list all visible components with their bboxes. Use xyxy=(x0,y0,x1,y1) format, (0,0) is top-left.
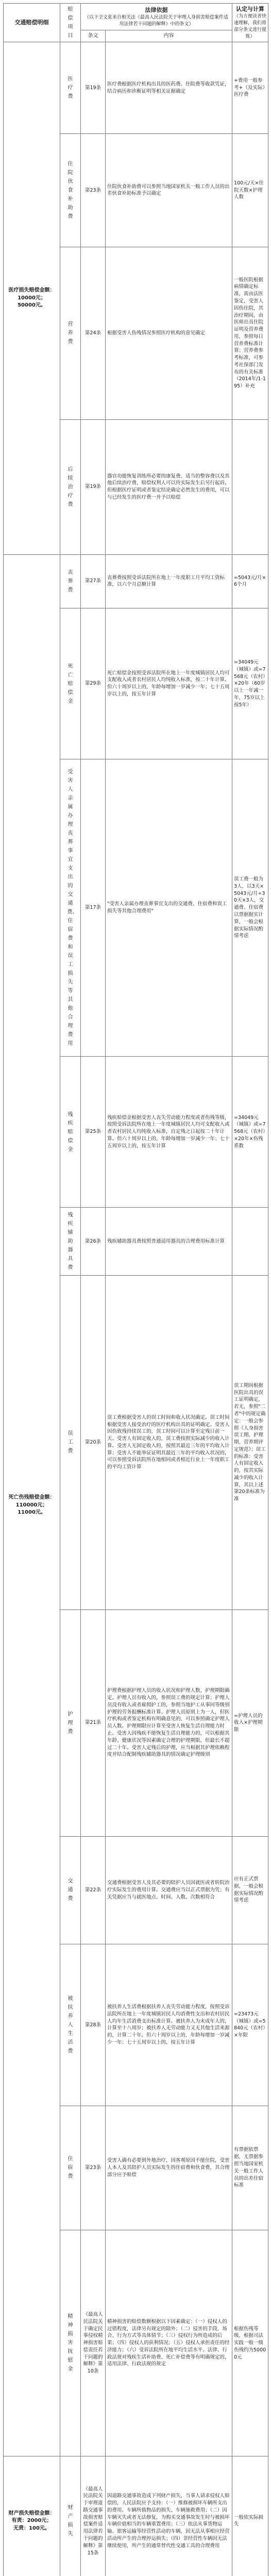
article-cell: 第19条 xyxy=(81,419,106,554)
item-name: 住宿费 xyxy=(67,2156,73,2180)
content-cell: 受害人确有必要到外地治疗，因客观原因不能住院，受害人本人及其陪护人员实际发生的住宿费和伙食费，其合理部分应予赔偿 xyxy=(106,2106,232,2230)
compensation-table xyxy=(3,3,268,2576)
standard-cell xyxy=(232,1208,268,1276)
article-cell: 第22条 xyxy=(81,1836,106,1944)
item-name-cell xyxy=(60,608,81,759)
content-cell: "受害人亲属办理丧葬事宜支出的交通费、住宿费和误工损失等其他合理费用" xyxy=(106,759,232,1057)
item-name-cell xyxy=(60,2456,81,2576)
item-name: 被扶养人生活费 xyxy=(67,1995,73,2054)
standard-cell: 误工期间根据医院出具的误工证明确定，若无，参照"二者"中的规定确定：一般会参照《人身损害误工期、护理期、营养期评定规范》；误工的标准：受害人有固定收入的，按其实际减少的收入计算，其以上述第20条标准为准 xyxy=(232,1275,268,1609)
compensation-table-document xyxy=(3,3,268,2576)
standard-cell: =34049元（城镇）或=7568元（农村）×20年×伤残系数 xyxy=(232,1057,268,1208)
group-label: 医疗损失赔偿金额： xyxy=(8,287,55,294)
standard-cell: =23473元（城镇）或=5840元（农村）×年限 xyxy=(232,1944,268,2106)
item-name-cell xyxy=(60,1609,81,1836)
article-cell: 第27条 xyxy=(81,554,106,608)
content-cell: 丧葬费按照受诉法院所在地上一年度职工月平均工资标准，以六个月总额计算 xyxy=(106,554,232,608)
article-cell: 第26条 xyxy=(81,1208,106,1276)
table-row xyxy=(4,2456,268,2576)
item-name-cell xyxy=(60,1944,81,2106)
standard-cell: 有票据依票据，无票据参照当地国家机关一般工作人员的出差住宿标准 xyxy=(232,2106,268,2230)
group-amount-a: 110000元； xyxy=(15,1502,48,1508)
item-name: 营养费 xyxy=(67,321,73,345)
group-label: 财产损失赔偿金额： xyxy=(8,2510,55,2516)
article-cell: 第28条 xyxy=(81,1944,106,2106)
item-name-cell xyxy=(60,759,81,1057)
standard-cell: 误工费一般为3人，以3天×5043元/月÷30天×3人，交通费、住宿费以票据据实计算，一般会根据实际情况酌情考虑 xyxy=(232,759,268,1057)
item-name-cell xyxy=(60,1057,81,1208)
item-name: 后续治疗费 xyxy=(67,466,73,507)
item-name: 交通费 xyxy=(67,1878,73,1902)
content-cell: 残疾赔偿金根据受害人丧失劳动能力程度或者伤残等级，按照受诉法院所在地上一年度城镇居民人均可支配收入或者农村居民人均纯收入标准，自定残之日起按二十年计算。但六十周岁以上的，年龄每增加一岁减少一年；七十五周岁以上的，按五年计算 xyxy=(106,1057,232,1208)
item-name-cell xyxy=(60,1275,81,1609)
header-basis-title: 法律依据 xyxy=(145,6,168,13)
content-cell: 残疾辅助器具费按照普通适用器具的合理费用标准计算 xyxy=(106,1208,232,1276)
content-cell: 护理费根据护理人员的收入状况和护理人数、护理期限确定。护理人员有收入的，参照误工费的规定计算；护理人员没有收入或者雇佣护工的，参照当地护工从事同等级别护理的劳务报酬标准计算。护理人员原则上为一人，但医疗机构或者鉴定机构有明确意见的，可以参照确定护理人员人数。护理期限应计算至受害人恢复生活自理能力时止。受害人因残疾不能恢复生活自理能力的，可以根据其年龄、健康状况等因素确定合理的护理期限，但最长不超过二十年。受害人定残后的护理，应当根据其护理依赖程度并结合配制残疾辅助器具的情况确定护理级别 xyxy=(106,1609,232,1836)
item-name-cell xyxy=(60,419,81,554)
item-name-cell xyxy=(60,1208,81,1276)
content-cell: 住院伙食补助费可以参照当地国家机关一般工作人员的出差伙食补助标准予以确定 xyxy=(106,134,232,247)
article-cell: 《最高人民法院关于确定民事侵权精神损害赔偿责任若干问题的解释》第10条 xyxy=(81,2230,106,2456)
standard-cell: 一般依实际损失 xyxy=(232,2456,268,2576)
item-name: 丧葬费 xyxy=(67,569,73,593)
item-name-cell xyxy=(60,42,81,134)
item-name-cell xyxy=(60,247,81,419)
group-label-cell xyxy=(4,2456,60,2576)
group-amount-a: 10000元； xyxy=(18,295,46,301)
item-name: 医疗费 xyxy=(67,76,73,100)
group-amount-a: 有责：2000元； xyxy=(11,2518,52,2524)
item-name-cell xyxy=(60,2230,81,2456)
header-content: 内容 xyxy=(106,30,232,42)
item-name: 住院伙食补助费 xyxy=(67,161,73,219)
item-name-cell xyxy=(60,2106,81,2230)
standard-cell: 应有正式票据，一般会根据实际情况酌情考虑 xyxy=(232,1836,268,1944)
content-cell: 精神损害的赔偿数额根据以下因素确定：（一）侵权人的过错程度，法律另有规定的除外；（二）侵害的手段、场合、行为方式等具体情节；（三）侵权行为所造成的后果；（四）侵权人的获利情况；（五）侵权人承担责任的经济能力；（六）受诉法院所在地平均生活水平。法律、行政法规对残疾生活补助费、死亡补偿费等有明确规定的，适用法律、行政法规的规定 xyxy=(106,2230,232,2456)
standard-cell: =5043元/月×6个月 xyxy=(232,554,268,608)
article-cell: 第24条 xyxy=(81,247,106,419)
standard-cell: +费用一般参考+（及实际）医疗费 xyxy=(232,42,268,134)
group-label-cell xyxy=(4,42,60,554)
item-name: 死亡赔偿金 xyxy=(67,663,73,704)
article-cell: 第19条 xyxy=(81,42,106,134)
item-name: 误工费 xyxy=(67,1431,73,1454)
item-name: 受害人亲属办理丧葬事宜支出的交通费、住宿费和误工损失等其他合理费用 xyxy=(67,769,78,1047)
item-name: 残疾赔偿金 xyxy=(67,1111,73,1153)
content-cell: 死亡赔偿金按照受诉法院所在地上一年度城镇居民人均可支配收入或者农村居民人均纯收入标准，按二十年计算。但六十周岁以上的，年龄每增加一岁减少一年；七十五周岁以上的，按五年计算 xyxy=(106,608,232,759)
item-name-cell xyxy=(60,554,81,608)
table-row xyxy=(4,42,268,134)
content-cell: 器官功能恢复训练所必要的康复费、适当的整容费以及其他后续治疗费，赔偿权利人可以待实际发生后另行起诉。但根据医疗证明或者鉴定结论确定必然发生的费用，可以与已经发生的医疗费一并予以赔偿 xyxy=(106,419,232,554)
item-name-cell xyxy=(60,134,81,247)
header-standard-note: （为方便读者快速理解，我们将部分条文进行提炼） xyxy=(234,13,267,40)
group-amount-b: 无责：100元。 xyxy=(13,2525,50,2531)
standard-cell: =护理人员的收入×护理期限 xyxy=(232,1609,268,1836)
article-cell: 第29条 xyxy=(81,608,106,759)
group-amount-b: 50000元。 xyxy=(18,302,46,309)
article-cell: 第20条 xyxy=(81,1275,106,1609)
standard-cell: 100元/天×住院天数×护理人数 xyxy=(232,134,268,247)
content-cell: 根据受害人伤残情况参照医疗机构的意见确定 xyxy=(106,247,232,419)
content-cell: 被扶养人生活费根据扶养人丧失劳动能力程度，按照受诉法院所在地上一年度城镇居民人均消费性支出和农村居民人均年生活消费支出标准计算。被扶养人为未成年人的，计算至十八周岁；被扶养人无劳动能力又无其他生活来源的，计算二十年。但六十周岁以上的，年龄每增加一岁减少一年；七十五周岁以上的，按五年计算 xyxy=(106,1944,232,2106)
item-name: 残疾辅助器具费 xyxy=(67,1212,73,1271)
header-basis-note: （以下全文张来自相关法《最高人民法院关于审理人身损害赔偿案件适用法律若干问题的解释》中的条文） xyxy=(84,14,229,27)
item-name: 护理费 xyxy=(67,1711,73,1735)
content-cell: 交通费根据受害人及其必要的陪护人员因就医或者转院治疗实际发生的费用计算。交通费应当以正式票据为凭；有关凭据应当与就医地点、时间、人数、次数相符合 xyxy=(106,1836,232,1944)
article-cell: 第25条 xyxy=(81,1057,106,1208)
content-cell: 误工费根据受害人的误工时间和收入状况确定。误工时间根据受害人接受治疗的医疗机构出具的证明确定。受害人因伤致残持续误工的，误工时间可以计算至定残日前一天。受害人有固定收入的，误工费按照实际减少的收入计算。受害人无固定收入的，按照其最近三年的平均收入计算；受害人不能举证证明其最近三年的平均收入状况的，可以参照受诉法院所在地相同或者相近行业上一年度职工的平均工资计算 xyxy=(106,1275,232,1609)
header-category: 交通赔偿明细 xyxy=(4,4,60,42)
header-standard xyxy=(232,4,268,42)
standard-cell: 根据伤残等级，根据司法实践一般一级伤残约为50000元 xyxy=(232,2230,268,2456)
table-row xyxy=(4,554,268,608)
header-standard-title: 认定与计算 xyxy=(236,6,265,12)
article-cell: 第23条 xyxy=(81,2106,106,2230)
article-cell: 第17条 xyxy=(81,759,106,1057)
group-label: 死亡伤残赔偿金额： xyxy=(8,1495,55,1501)
item-name: 精神损害抚慰金 xyxy=(67,2314,73,2372)
group-label-cell xyxy=(4,554,60,2456)
standard-cell xyxy=(232,419,268,554)
content-cell: 医疗费根据医疗机构出具的医药费、住院费等收款凭证，结合病历和诊断证明等相关证据确定 xyxy=(106,42,232,134)
table-body xyxy=(4,42,268,2576)
header-item: 赔偿项目 xyxy=(60,4,81,42)
header-article: 条文 xyxy=(81,30,106,42)
standard-cell: =34049元（城镇）或=7568元（农村）×20年（60岁以上一年减一年，75岁以上按5年） xyxy=(232,608,268,759)
standard-cell: 一般医院根据病情确定标准，需由法医鉴定，受害人因伤住院，其治疗期间，由医师出具住院证明及营养费用，参照每日营养费标准计算；营养费参考标准，可参考社保部门发布的有关标准（2014年/1-195）补充 xyxy=(232,247,268,419)
group-amount-b: 11000元。 xyxy=(18,1510,46,1516)
item-name-cell xyxy=(60,1836,81,1944)
article-cell: 《最高人民法院关于审理道路交通事故损害赔偿案件适用法律若干问题的解释》第15条 xyxy=(81,2456,106,2576)
item-name: 财产损失 xyxy=(67,2505,73,2537)
header-basis xyxy=(81,4,232,30)
article-cell: 第23条 xyxy=(81,134,106,247)
content-cell: 因道路交通事故造成下列财产损失，当事人请求侵权人赔偿的，人民法院应予支持：（一）维修被损坏车辆所支出的费用、车辆所载物品的损失、车辆施救费用；（二）因车辆灭失或者无法修复，为购买交通事故发生时与被损坏车辆价值相当的车辆重置费用；（三）依法从事货物运输、旅客运输等经营性活动的车辆，因无法从事相应经营活动所产生的合理停运损失；（四）非经营性车辆因无法继续使用，所产生的通常替代性交通工具的合理费用 xyxy=(106,2456,232,2576)
article-cell: 第21条 xyxy=(81,1609,106,1836)
